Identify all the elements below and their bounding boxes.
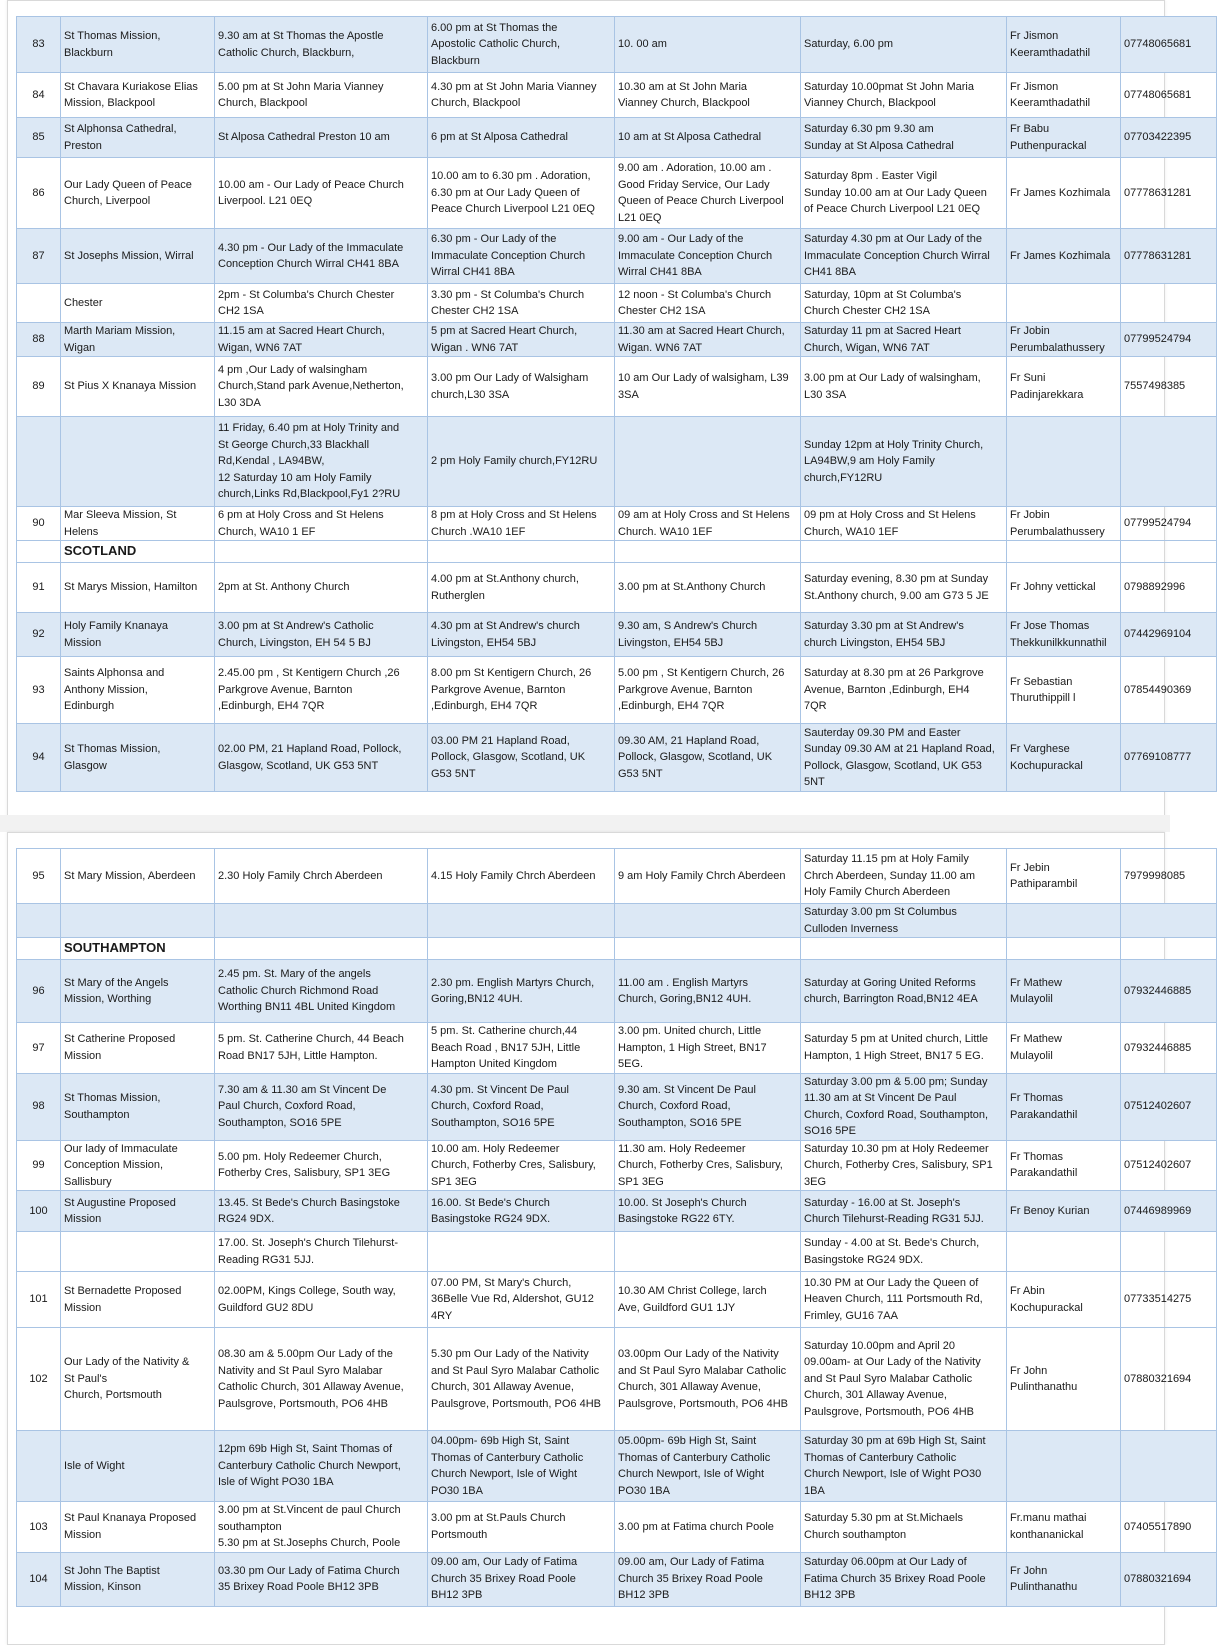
- cell-col-c: 10 am at St Alposa Cathedral: [615, 118, 801, 158]
- cell-col-d: Saturday 3.00 pm & 5.00 pm; Sunday 11.30 am at St Vincent De Paul Church, Coxford Road, Southampton, SO16 5PE: [801, 1073, 1007, 1140]
- cell-number: 88: [17, 323, 61, 357]
- cell-col-d: Saturday 11 pm at Sacred Heart Church, Wigan, WN6 7AT: [801, 323, 1007, 357]
- cell-number: 84: [17, 73, 61, 118]
- cell-number: 86: [17, 158, 61, 229]
- cell-mission: St Marys Mission, Hamilton: [61, 563, 215, 613]
- cell-col-b: 10.00 am. Holy Redeemer Church, Fotherby Cres, Salisbury, SP1 3EG: [428, 1140, 615, 1191]
- cell-number: 85: [17, 118, 61, 158]
- cell-col-a: 6 pm at Holy Cross and St Helens Church, WA10 1 EF: [215, 507, 428, 541]
- table-row: [17, 1232, 1217, 1272]
- cell-mission: Marth Mariam Mission, Wigan: [61, 323, 215, 357]
- cell-col-a: 08.30 am & 5.00pm Our Lady of the Nativity and St Paul Syro Malabar Catholic Church, 301 Allaway Avenue, Paulsgrove, Portsmouth, PO6 4HB: [215, 1328, 428, 1431]
- cell-number: 99: [17, 1140, 61, 1191]
- cell-col-c: 3.00 pm. United church, Little Hampton, 1 High Street, BN17 5EG.: [615, 1023, 801, 1074]
- table-row: [17, 613, 1217, 657]
- table-row: [17, 1328, 1217, 1431]
- mass-schedule-table: [16, 16, 1217, 792]
- cell-col-a: 02.00PM, Kings College, South way, Guildford GU2 8DU: [215, 1272, 428, 1328]
- cell-priest: Fr James Kozhimala: [1007, 229, 1121, 284]
- cell-col-a: [215, 904, 428, 938]
- cell-phone: 07932446885: [1121, 960, 1217, 1023]
- cell-priest: Fr John Pulinthanathu: [1007, 1552, 1121, 1606]
- cell-col-c: 3.00 pm at St.Anthony Church: [615, 563, 801, 613]
- cell-col-d: Saturday - 16.00 at St. Joseph's Church Tilehurst-Reading RG31 5JJ.: [801, 1191, 1007, 1232]
- cell-mission: St Alphonsa Cathedral, Preston: [61, 118, 215, 158]
- cell-col-b: 6 pm at St Alposa Cathedral: [428, 118, 615, 158]
- cell-phone: 7557498385: [1121, 357, 1217, 417]
- table-row: [17, 17, 1217, 73]
- cell-col-a: 5.00 pm. Holy Redeemer Church, Fotherby Cres, Salisbury, SP1 3EG: [215, 1140, 428, 1191]
- cell-number: 95: [17, 849, 61, 904]
- cell-col-c: 9.00 am . Adoration, 10.00 am . Good Friday Service, Our Lady Queen of Peace Church Liverpool L21 0EQ: [615, 158, 801, 229]
- table-row: [17, 73, 1217, 118]
- table-row: [17, 1140, 1217, 1191]
- cell-col-b: 4.15 Holy Family Chrch Aberdeen: [428, 849, 615, 904]
- table-row: [17, 357, 1217, 417]
- table-row: [17, 323, 1217, 357]
- cell-col-b: 4.30 pm at St John Maria Vianney Church, Blackpool: [428, 73, 615, 118]
- table-row: [17, 284, 1217, 323]
- section-header-row: [17, 541, 1217, 563]
- cell-col-b: 10.00 am to 6.30 pm . Adoration, 6.30 pm at Our Lady Queen of Peace Church Liverpool L21 0EQ: [428, 158, 615, 229]
- cell-priest: Fr Thomas Parakandathil: [1007, 1140, 1121, 1191]
- cell-priest: Fr Jebin Pathiparambil: [1007, 849, 1121, 904]
- cell-col-b: 3.00 pm Our Lady of Walsigham church,L30 3SA: [428, 357, 615, 417]
- cell-mission: [61, 1232, 215, 1272]
- cell-phone: 0798892996: [1121, 563, 1217, 613]
- cell-col-d: 09 pm at Holy Cross and St Helens Church, WA10 1EF: [801, 507, 1007, 541]
- cell-col-c: 09 am at Holy Cross and St Helens Church. WA10 1EF: [615, 507, 801, 541]
- cell-mission: St Bernadette Proposed Mission: [61, 1272, 215, 1328]
- cell-priest: [1007, 417, 1121, 507]
- cell-mission: St John The Baptist Mission, Kinson: [61, 1552, 215, 1606]
- cell-mission: Our lady of Immaculate Conception Mission, Sallisbury: [61, 1140, 215, 1191]
- cell-phone: 07442969104: [1121, 613, 1217, 657]
- cell-col-d: [801, 938, 1007, 960]
- cell-col-b: 3.00 pm at St.Pauls Church Portsmouth: [428, 1502, 615, 1553]
- cell-phone: [1121, 1431, 1217, 1502]
- table-row: [17, 1502, 1217, 1553]
- cell-col-d: [801, 541, 1007, 563]
- cell-priest: Fr Mathew Mulayolil: [1007, 1023, 1121, 1074]
- cell-col-c: 10. 00 am: [615, 17, 801, 73]
- cell-col-a: 4.30 pm - Our Lady of the Immaculate Conception Church Wirral CH41 8BA: [215, 229, 428, 284]
- cell-number: 94: [17, 724, 61, 792]
- schedule-page-1: [7, 0, 1192, 817]
- cell-col-d: 10.30 PM at Our Lady the Queen of Heaven Church, 111 Portsmouth Rd, Frimley, GU16 7AA: [801, 1272, 1007, 1328]
- cell-priest: Fr Mathew Mulayolil: [1007, 960, 1121, 1023]
- cell-col-a: St Alposa Cathedral Preston 10 am: [215, 118, 428, 158]
- cell-number: 92: [17, 613, 61, 657]
- section-header-row: [17, 938, 1217, 960]
- cell-number: 101: [17, 1272, 61, 1328]
- cell-mission: Saints Alphonsa and Anthony Mission, Edinburgh: [61, 657, 215, 724]
- cell-col-c: 3.00 pm at Fatima church Poole: [615, 1502, 801, 1553]
- cell-phone: 07778631281: [1121, 229, 1217, 284]
- cell-phone: [1121, 417, 1217, 507]
- cell-col-d: Saturday 5.30 pm at St.Michaels Church southampton: [801, 1502, 1007, 1553]
- cell-col-b: [428, 904, 615, 938]
- table-row: [17, 849, 1217, 904]
- cell-number: 90: [17, 507, 61, 541]
- cell-col-a: 4 pm ,Our Lady of walsingham Church,Stand park Avenue,Netherton, L30 3DA: [215, 357, 428, 417]
- cell-priest: Fr Jose Thomas Thekkunilkkunnathil: [1007, 613, 1121, 657]
- cell-col-b: 2 pm Holy Family church,FY12RU: [428, 417, 615, 507]
- cell-priest: [1007, 904, 1121, 938]
- cell-number: 104: [17, 1552, 61, 1606]
- cell-priest: Fr Sebastian Thuruthippill l: [1007, 657, 1121, 724]
- cell-number: 98: [17, 1073, 61, 1140]
- cell-col-a: 9.30 am at St Thomas the Apostle Catholic Church, Blackburn,: [215, 17, 428, 73]
- cell-col-a: [215, 541, 428, 563]
- table-row: [17, 657, 1217, 724]
- cell-col-d: Sauterday 09.30 PM and Easter Sunday 09.30 AM at 21 Hapland Road, Pollock, Glasgow, Scotland, UK G53 5NT: [801, 724, 1007, 792]
- cell-phone: [1121, 284, 1217, 323]
- cell-mission: Mar Sleeva Mission, St Helens: [61, 507, 215, 541]
- cell-priest: Fr Suni Padinjarekkara: [1007, 357, 1121, 417]
- cell-priest: Fr Benoy Kurian: [1007, 1191, 1121, 1232]
- cell-col-a: 3.00 pm at St.Vincent de paul Church southampton 5.30 pm at St.Josephs Church, Poole: [215, 1502, 428, 1553]
- cell-col-c: 10 am Our Lady of walsigham, L39 3SA: [615, 357, 801, 417]
- cell-mission: Isle of Wight: [61, 1431, 215, 1502]
- cell-mission: St Paul Knanaya Proposed Mission: [61, 1502, 215, 1553]
- cell-col-d: Saturday at Goring United Reforms church, Barrington Road,BN12 4EA: [801, 960, 1007, 1023]
- cell-mission: SOUTHAMPTON: [61, 938, 215, 960]
- cell-number: [17, 417, 61, 507]
- cell-number: 87: [17, 229, 61, 284]
- cell-col-c: 11.00 am . English Martyrs Church, Goring,BN12 4UH.: [615, 960, 801, 1023]
- cell-col-b: 5 pm. St. Catherine church,44 Beach Road , BN17 5JH, Little Hampton United Kingdom: [428, 1023, 615, 1074]
- cell-mission: St Thomas Mission, Southampton: [61, 1073, 215, 1140]
- cell-col-a: 17.00. St. Joseph's Church Tilehurst- Reading RG31 5JJ.: [215, 1232, 428, 1272]
- cell-col-b: 5.30 pm Our Lady of the Nativity and St Paul Syro Malabar Catholic Church, 301 Allaway Avenue, Paulsgrove, Portsmouth, PO6 4HB: [428, 1328, 615, 1431]
- cell-col-d: Saturday 4.30 pm at Our Lady of the Immaculate Conception Church Wirral CH41 8BA: [801, 229, 1007, 284]
- cell-phone: 07799524794: [1121, 323, 1217, 357]
- cell-col-d: Saturday, 10pm at St Columba's Church Chester CH2 1SA: [801, 284, 1007, 323]
- table-row: [17, 904, 1217, 938]
- cell-col-b: [428, 541, 615, 563]
- cell-priest: Fr Varghese Kochupurackal: [1007, 724, 1121, 792]
- cell-col-c: 10.00. St Joseph's Church Basingstoke RG22 6TY.: [615, 1191, 801, 1232]
- cell-priest: Fr Jobin Perumbalathussery: [1007, 323, 1121, 357]
- cell-col-d: Saturday evening, 8.30 pm at Sunday St.Anthony church, 9.00 am G73 5 JE: [801, 563, 1007, 613]
- cell-col-b: 8 pm at Holy Cross and St Helens Church .WA10 1EF: [428, 507, 615, 541]
- cell-col-d: Saturday 11.15 pm at Holy Family Chrch Aberdeen, Sunday 11.00 am Holy Family Church Aberdeen: [801, 849, 1007, 904]
- cell-col-c: 10.30 am at St John Maria Vianney Church, Blackpool: [615, 73, 801, 118]
- cell-priest: [1007, 541, 1121, 563]
- cell-col-d: Saturday 3.00 pm St Columbus Culloden Inverness: [801, 904, 1007, 938]
- cell-col-a: 2.45 pm. St. Mary of the angels Catholic Church Richmond Road Worthing BN11 4BL United Kingdom: [215, 960, 428, 1023]
- cell-col-b: 4.30 pm at St Andrew's church Livingston, EH54 5BJ: [428, 613, 615, 657]
- cell-col-a: 11.15 am at Sacred Heart Church, Wigan, WN6 7AT: [215, 323, 428, 357]
- cell-priest: [1007, 284, 1121, 323]
- cell-priest: [1007, 938, 1121, 960]
- cell-col-b: 6.30 pm - Our Lady of the Immaculate Conception Church Wirral CH41 8BA: [428, 229, 615, 284]
- cell-number: 93: [17, 657, 61, 724]
- cell-col-d: Saturday, 6.00 pm: [801, 17, 1007, 73]
- cell-col-c: 9.30 am, S Andrew's Church Livingston, EH54 5BJ: [615, 613, 801, 657]
- table-row: [17, 158, 1217, 229]
- cell-phone: 07748065681: [1121, 17, 1217, 73]
- cell-col-a: 02.00 PM, 21 Hapland Road, Pollock, Glasgow, Scotland, UK G53 5NT: [215, 724, 428, 792]
- cell-col-d: Saturday 10.30 pm at Holy Redeemer Church, Fotherby Cres, Salisbury, SP1 3EG: [801, 1140, 1007, 1191]
- cell-col-a: 03.30 pm Our Lady of Fatima Church 35 Brixey Road Poole BH12 3PB: [215, 1552, 428, 1606]
- cell-col-b: 03.00 PM 21 Hapland Road, Pollock, Glasgow, Scotland, UK G53 5NT: [428, 724, 615, 792]
- cell-col-a: 2pm - St Columba's Church Chester CH2 1SA: [215, 284, 428, 323]
- cell-priest: Fr John Pulinthanathu: [1007, 1328, 1121, 1431]
- cell-priest: Fr Abin Kochupurackal: [1007, 1272, 1121, 1328]
- cell-col-b: [428, 938, 615, 960]
- cell-number: [17, 904, 61, 938]
- cell-col-b: 4.30 pm. St Vincent De Paul Church, Coxford Road, Southampton, SO16 5PE: [428, 1073, 615, 1140]
- cell-number: [17, 938, 61, 960]
- page-gap: [0, 815, 1170, 832]
- cell-mission: St Thomas Mission, Blackburn: [61, 17, 215, 73]
- cell-col-d: 3.00 pm at Our Lady of walsingham, L30 3SA: [801, 357, 1007, 417]
- cell-priest: Fr Johny vettickal: [1007, 563, 1121, 613]
- cell-phone: 07512402607: [1121, 1140, 1217, 1191]
- cell-col-c: 09.00 am, Our Lady of Fatima Church 35 Brixey Road Poole BH12 3PB: [615, 1552, 801, 1606]
- cell-mission: Our Lady Queen of Peace Church, Liverpool: [61, 158, 215, 229]
- table-row: [17, 1073, 1217, 1140]
- cell-col-d: Saturday 5 pm at United church, Little Hampton, 1 High Street, BN17 5 EG.: [801, 1023, 1007, 1074]
- cell-col-b: 2.30 pm. English Martyrs Church, Goring,BN12 4UH.: [428, 960, 615, 1023]
- cell-col-b: 3.30 pm - St Columba's Church Chester CH2 1SA: [428, 284, 615, 323]
- mass-schedule-table: [16, 848, 1217, 1607]
- cell-col-b: 6.00 pm at St Thomas the Apostolic Catholic Church, Blackburn: [428, 17, 615, 73]
- cell-phone: 07733514275: [1121, 1272, 1217, 1328]
- cell-phone: 7979998085: [1121, 849, 1217, 904]
- cell-priest: [1007, 1431, 1121, 1502]
- cell-col-d: Saturday 30 pm at 69b High St, Saint Thomas of Canterbury Catholic Church Newport, Isle of Wight PO30 1BA: [801, 1431, 1007, 1502]
- table-row: [17, 1431, 1217, 1502]
- cell-col-d: Saturday 8pm . Easter Vigil Sunday 10.00 am at Our Lady Queen of Peace Church Liverpool L21 0EQ: [801, 158, 1007, 229]
- cell-col-a: 5 pm. St. Catherine Church, 44 Beach Road BN17 5JH, Little Hampton.: [215, 1023, 428, 1074]
- table-row: [17, 1023, 1217, 1074]
- cell-col-c: 9 am Holy Family Chrch Aberdeen: [615, 849, 801, 904]
- cell-col-a: 2.45.00 pm , St Kentigern Church ,26 Parkgrove Avenue, Barnton ,Edinburgh, EH4 7QR: [215, 657, 428, 724]
- cell-mission: St Chavara Kuriakose Elias Mission, Blackpool: [61, 73, 215, 118]
- cell-phone: 07446989969: [1121, 1191, 1217, 1232]
- cell-col-a: 7.30 am & 11.30 am St Vincent De Paul Church, Coxford Road, Southampton, SO16 5PE: [215, 1073, 428, 1140]
- cell-col-a: [215, 938, 428, 960]
- cell-priest: Fr Jismon Keeramthadathil: [1007, 73, 1121, 118]
- cell-mission: St Catherine Proposed Mission: [61, 1023, 215, 1074]
- cell-col-a: 5.00 pm at St John Maria Vianney Church, Blackpool: [215, 73, 428, 118]
- table-row: [17, 1552, 1217, 1606]
- cell-mission: [61, 417, 215, 507]
- cell-phone: 07799524794: [1121, 507, 1217, 541]
- cell-col-a: 13.45. St Bede's Church Basingstoke RG24 9DX.: [215, 1191, 428, 1232]
- cell-number: [17, 1232, 61, 1272]
- cell-col-c: 10.30 AM Christ College, larch Ave, Guildford GU1 1JY: [615, 1272, 801, 1328]
- cell-mission: [61, 904, 215, 938]
- cell-col-d: Saturday 10.00pmat St John Maria Vianney Church, Blackpool: [801, 73, 1007, 118]
- cell-col-b: [428, 1232, 615, 1272]
- cell-phone: 07932446885: [1121, 1023, 1217, 1074]
- cell-mission: St Mary of the Angels Mission, Worthing: [61, 960, 215, 1023]
- cell-col-b: 5 pm at Sacred Heart Church, Wigan . WN6 7AT: [428, 323, 615, 357]
- cell-col-c: [615, 417, 801, 507]
- cell-number: 100: [17, 1191, 61, 1232]
- cell-number: [17, 284, 61, 323]
- cell-number: 97: [17, 1023, 61, 1074]
- cell-col-c: 12 noon - St Columba's Church Chester CH2 1SA: [615, 284, 801, 323]
- table-row: [17, 229, 1217, 284]
- cell-col-c: 9.30 am. St Vincent De Paul Church, Coxford Road, Southampton, SO16 5PE: [615, 1073, 801, 1140]
- cell-mission: Chester: [61, 284, 215, 323]
- cell-priest: Fr Jobin Perumbalathussery: [1007, 507, 1121, 541]
- cell-number: [17, 1431, 61, 1502]
- cell-priest: [1007, 1232, 1121, 1272]
- cell-col-a: 3.00 pm at St Andrew's Catholic Church, Livingston, EH 54 5 BJ: [215, 613, 428, 657]
- cell-col-c: 03.00pm Our Lady of the Nativity and St Paul Syro Malabar Catholic Church, 301 Allaway Avenue, Paulsgrove, Portsmouth, PO6 4HB: [615, 1328, 801, 1431]
- cell-number: 89: [17, 357, 61, 417]
- cell-phone: 07405517890: [1121, 1502, 1217, 1553]
- cell-phone: 07880321694: [1121, 1552, 1217, 1606]
- cell-phone: 07769108777: [1121, 724, 1217, 792]
- cell-phone: 07748065681: [1121, 73, 1217, 118]
- cell-col-b: 07.00 PM, St Mary's Church, 36Belle Vue Rd, Aldershot, GU12 4RY: [428, 1272, 615, 1328]
- cell-col-b: 8.00 pm St Kentigern Church, 26 Parkgrove Avenue, Barnton ,Edinburgh, EH4 7QR: [428, 657, 615, 724]
- cell-phone: 07512402607: [1121, 1073, 1217, 1140]
- table-row: [17, 1272, 1217, 1328]
- cell-priest: Fr James Kozhimala: [1007, 158, 1121, 229]
- cell-mission: St Josephs Mission, Wirral: [61, 229, 215, 284]
- cell-phone: 07854490369: [1121, 657, 1217, 724]
- cell-phone: 07778631281: [1121, 158, 1217, 229]
- cell-priest: Fr Jismon Keeramthadathil: [1007, 17, 1121, 73]
- cell-col-a: 11 Friday, 6.40 pm at Holy Trinity and St George Church,33 Blackhall Rd,Kendal , LA94BW, 12 Saturday 10 am Holy Family church,Links Rd,Blackpool,Fy1 2?RU: [215, 417, 428, 507]
- cell-col-c: [615, 938, 801, 960]
- cell-phone: 07880321694: [1121, 1328, 1217, 1431]
- cell-col-d: Saturday 6.30 pm 9.30 am Sunday at St Alposa Cathedral: [801, 118, 1007, 158]
- cell-number: 96: [17, 960, 61, 1023]
- table-row: [17, 724, 1217, 792]
- cell-col-c: [615, 904, 801, 938]
- cell-phone: 07703422395: [1121, 118, 1217, 158]
- cell-mission: St Thomas Mission, Glasgow: [61, 724, 215, 792]
- cell-col-d: Saturday at 8.30 pm at 26 Parkgrove Avenue, Barnton ,Edinburgh, EH4 7QR: [801, 657, 1007, 724]
- cell-number: 91: [17, 563, 61, 613]
- cell-number: 102: [17, 1328, 61, 1431]
- table-row: [17, 960, 1217, 1023]
- table-row: [17, 563, 1217, 613]
- cell-col-d: Sunday 12pm at Holy Trinity Church, LA94BW,9 am Holy Family church,FY12RU: [801, 417, 1007, 507]
- table-row: [17, 1191, 1217, 1232]
- cell-phone: [1121, 541, 1217, 563]
- cell-col-c: 09.30 AM, 21 Hapland Road, Pollock, Glasgow, Scotland, UK G53 5NT: [615, 724, 801, 792]
- cell-priest: Fr Thomas Parakandathil: [1007, 1073, 1121, 1140]
- cell-col-d: Saturday 06.00pm at Our Lady of Fatima Church 35 Brixey Road Poole BH12 3PB: [801, 1552, 1007, 1606]
- cell-col-b: 09.00 am, Our Lady of Fatima Church 35 Brixey Road Poole BH12 3PB: [428, 1552, 615, 1606]
- cell-mission: St Augustine Proposed Mission: [61, 1191, 215, 1232]
- cell-phone: [1121, 1232, 1217, 1272]
- cell-priest: Fr.manu mathai konthananickal: [1007, 1502, 1121, 1553]
- cell-col-d: Saturday 10.00pm and April 20 09.00am- at Our Lady of the Nativity and St Paul Syro Malabar Catholic Church, 301 Allaway Avenue, Paulsgrove, Portsmouth, PO6 4HB: [801, 1328, 1007, 1431]
- cell-col-b: 16.00. St Bede's Church Basingstoke RG24 9DX.: [428, 1191, 615, 1232]
- cell-col-b: 04.00pm- 69b High St, Saint Thomas of Canterbury Catholic Church Newport, Isle of Wight PO30 1BA: [428, 1431, 615, 1502]
- cell-mission: Our Lady of the Nativity & St Paul's Church, Portsmouth: [61, 1328, 215, 1431]
- cell-priest: Fr Babu Puthenpurackal: [1007, 118, 1121, 158]
- cell-number: 103: [17, 1502, 61, 1553]
- cell-col-a: 10.00 am - Our Lady of Peace Church Liverpool. L21 0EQ: [215, 158, 428, 229]
- cell-mission: SCOTLAND: [61, 541, 215, 563]
- table-row: [17, 118, 1217, 158]
- cell-col-a: 2.30 Holy Family Chrch Aberdeen: [215, 849, 428, 904]
- cell-col-c: [615, 1232, 801, 1272]
- cell-mission: St Pius X Knanaya Mission: [61, 357, 215, 417]
- cell-number: 83: [17, 17, 61, 73]
- cell-col-d: Sunday - 4.00 at St. Bede's Church, Basingstoke RG24 9DX.: [801, 1232, 1007, 1272]
- cell-col-c: [615, 541, 801, 563]
- cell-phone: [1121, 938, 1217, 960]
- cell-col-c: 11.30 am at Sacred Heart Church, Wigan. WN6 7AT: [615, 323, 801, 357]
- cell-mission: St Mary Mission, Aberdeen: [61, 849, 215, 904]
- cell-col-d: Saturday 3.30 pm at St Andrew's church Livingston, EH54 5BJ: [801, 613, 1007, 657]
- schedule-page-2: [7, 832, 1192, 1645]
- cell-col-c: 5.00 pm , St Kentigern Church, 26 Parkgrove Avenue, Barnton ,Edinburgh, EH4 7QR: [615, 657, 801, 724]
- table-row: [17, 507, 1217, 541]
- cell-col-a: 12pm 69b High St, Saint Thomas of Canterbury Catholic Church Newport, Isle of Wight PO30 1BA: [215, 1431, 428, 1502]
- cell-col-a: 2pm at St. Anthony Church: [215, 563, 428, 613]
- cell-col-b: 4.00 pm at St.Anthony church, Rutherglen: [428, 563, 615, 613]
- cell-col-c: 05.00pm- 69b High St, Saint Thomas of Canterbury Catholic Church Newport, Isle of Wight PO30 1BA: [615, 1431, 801, 1502]
- cell-phone: [1121, 904, 1217, 938]
- cell-col-c: 9.00 am - Our Lady of the Immaculate Conception Church Wirral CH41 8BA: [615, 229, 801, 284]
- cell-mission: Holy Family Knanaya Mission: [61, 613, 215, 657]
- cell-number: [17, 541, 61, 563]
- cell-col-c: 11.30 am. Holy Redeemer Church, Fotherby Cres, Salisbury, SP1 3EG: [615, 1140, 801, 1191]
- table-row: [17, 417, 1217, 507]
